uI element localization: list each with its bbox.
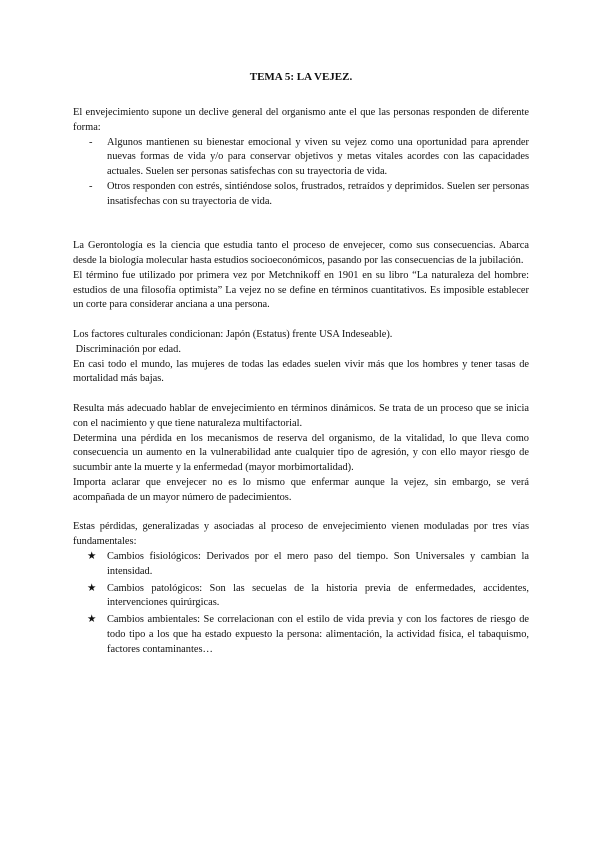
spacer [73, 313, 529, 328]
star-icon: ★ [87, 614, 97, 626]
list-item [73, 613, 529, 657]
losses-intro-paragraph: Estas pérdidas, generalizadas y asociadas al proceso de envejecimiento vienen moduladas por tres vías fundamentales: [73, 521, 529, 548]
list-item [73, 550, 529, 580]
dash-marker: - [89, 180, 93, 192]
dynamic-paragraph: Resulta más adecuado hablar de envejecimiento en términos dinámicos. Se trata de un proceso que se inicia con el nacimiento y que tiene naturaleza multifactorial. [73, 402, 529, 429]
gerontology-origin-paragraph: El término fue utilizado por primera vez por Metchnikoff en 1901 en su libro “La naturaleza del hombre: estudios de una filosofía optimista” La vejez no se define en términos cuantitativos. Es imposible establecer un corte para considerar anciana a una persona. [73, 269, 529, 311]
list-item-text: Cambios ambientales: Se correlacionan con el estilo de vida previa y con los factores de riesgo de todo tipo a los que ha estado expuesto la persona: alimentación, la actividad física, el tabaquismo, factores contaminantes… [107, 614, 529, 655]
dash-marker: - [89, 136, 93, 148]
list-item-text: Cambios fisiológicos: Derivados por el mero paso del tiempo. Son Universales y cambian la intensidad. [107, 550, 529, 577]
changes-list [73, 550, 529, 658]
intro-paragraph: El envejecimiento supone un declive general del organismo ante el que las personas responden de diferente forma: [73, 107, 529, 133]
response-list [73, 136, 529, 210]
spacer [73, 210, 529, 225]
list-item-text: Cambios patológicos: Son las secuelas de la historia previa de enfermedades, accidentes, intervenciones quirúrgicas. [107, 582, 529, 609]
list-item [73, 136, 529, 180]
spacer [73, 506, 529, 521]
star-icon: ★ [87, 550, 97, 562]
list-item-text: Algunos mantienen su bienestar emocional y viven su vejez como una oportunidad para aprender nuevas formas de vida y/o para conservar objetivos y metas vitales acordes con las capacidades actuales. Suelen ser personas satisfechas con su trayectoria de vida. [107, 136, 529, 178]
gerontology-paragraph: La Gerontología es la ciencia que estudia tanto el proceso de envejecer, como sus consecuencias. Abarca desde la biología molecular hasta estudios socioeconómicos, pasando por las consecuencias de la jubilación. [73, 240, 529, 266]
aging-vs-illness-paragraph: Importa aclarar que envejecer no es lo mismo que enfermar aunque la vejez, sin embargo, se verá acompañada de un mayor número de padecimientos. [73, 476, 529, 503]
list-item [73, 582, 529, 612]
cultural-paragraph: Los factores culturales condicionan: Japón (Estatus) frente USA Indeseable). [73, 328, 393, 340]
age-discrimination-line: Discriminación por edad. [73, 343, 181, 355]
page-title: TEMA 5: LA VEJEZ. [249, 71, 353, 83]
spacer [73, 224, 529, 239]
document-page [73, 70, 529, 659]
list-item-text: Otros responden con estrés, sintiéndose solos, frustrados, retraídos y deprimidos. Suelen ser personas insatisfechas con su trayectoria de vida. [107, 180, 529, 207]
star-icon: ★ [87, 582, 97, 594]
list-item [73, 180, 529, 210]
reserve-loss-paragraph: Determina una pérdida en los mecanismos de reserva del organismo, de la vitalidad, lo que lleva como consecuencia un aumento en la vulnerabilidad ante cualquier tipo de agresión, y con ello mayor riesgo de sucumbir ante la muerte y la enfermedad (mayor morbimortalidad). [73, 432, 529, 474]
mortality-paragraph: En casi todo el mundo, las mujeres de todas las edades suelen vivir más que los hombres y tener tasas de mortalidad más bajas. [73, 358, 529, 385]
spacer [73, 387, 529, 402]
